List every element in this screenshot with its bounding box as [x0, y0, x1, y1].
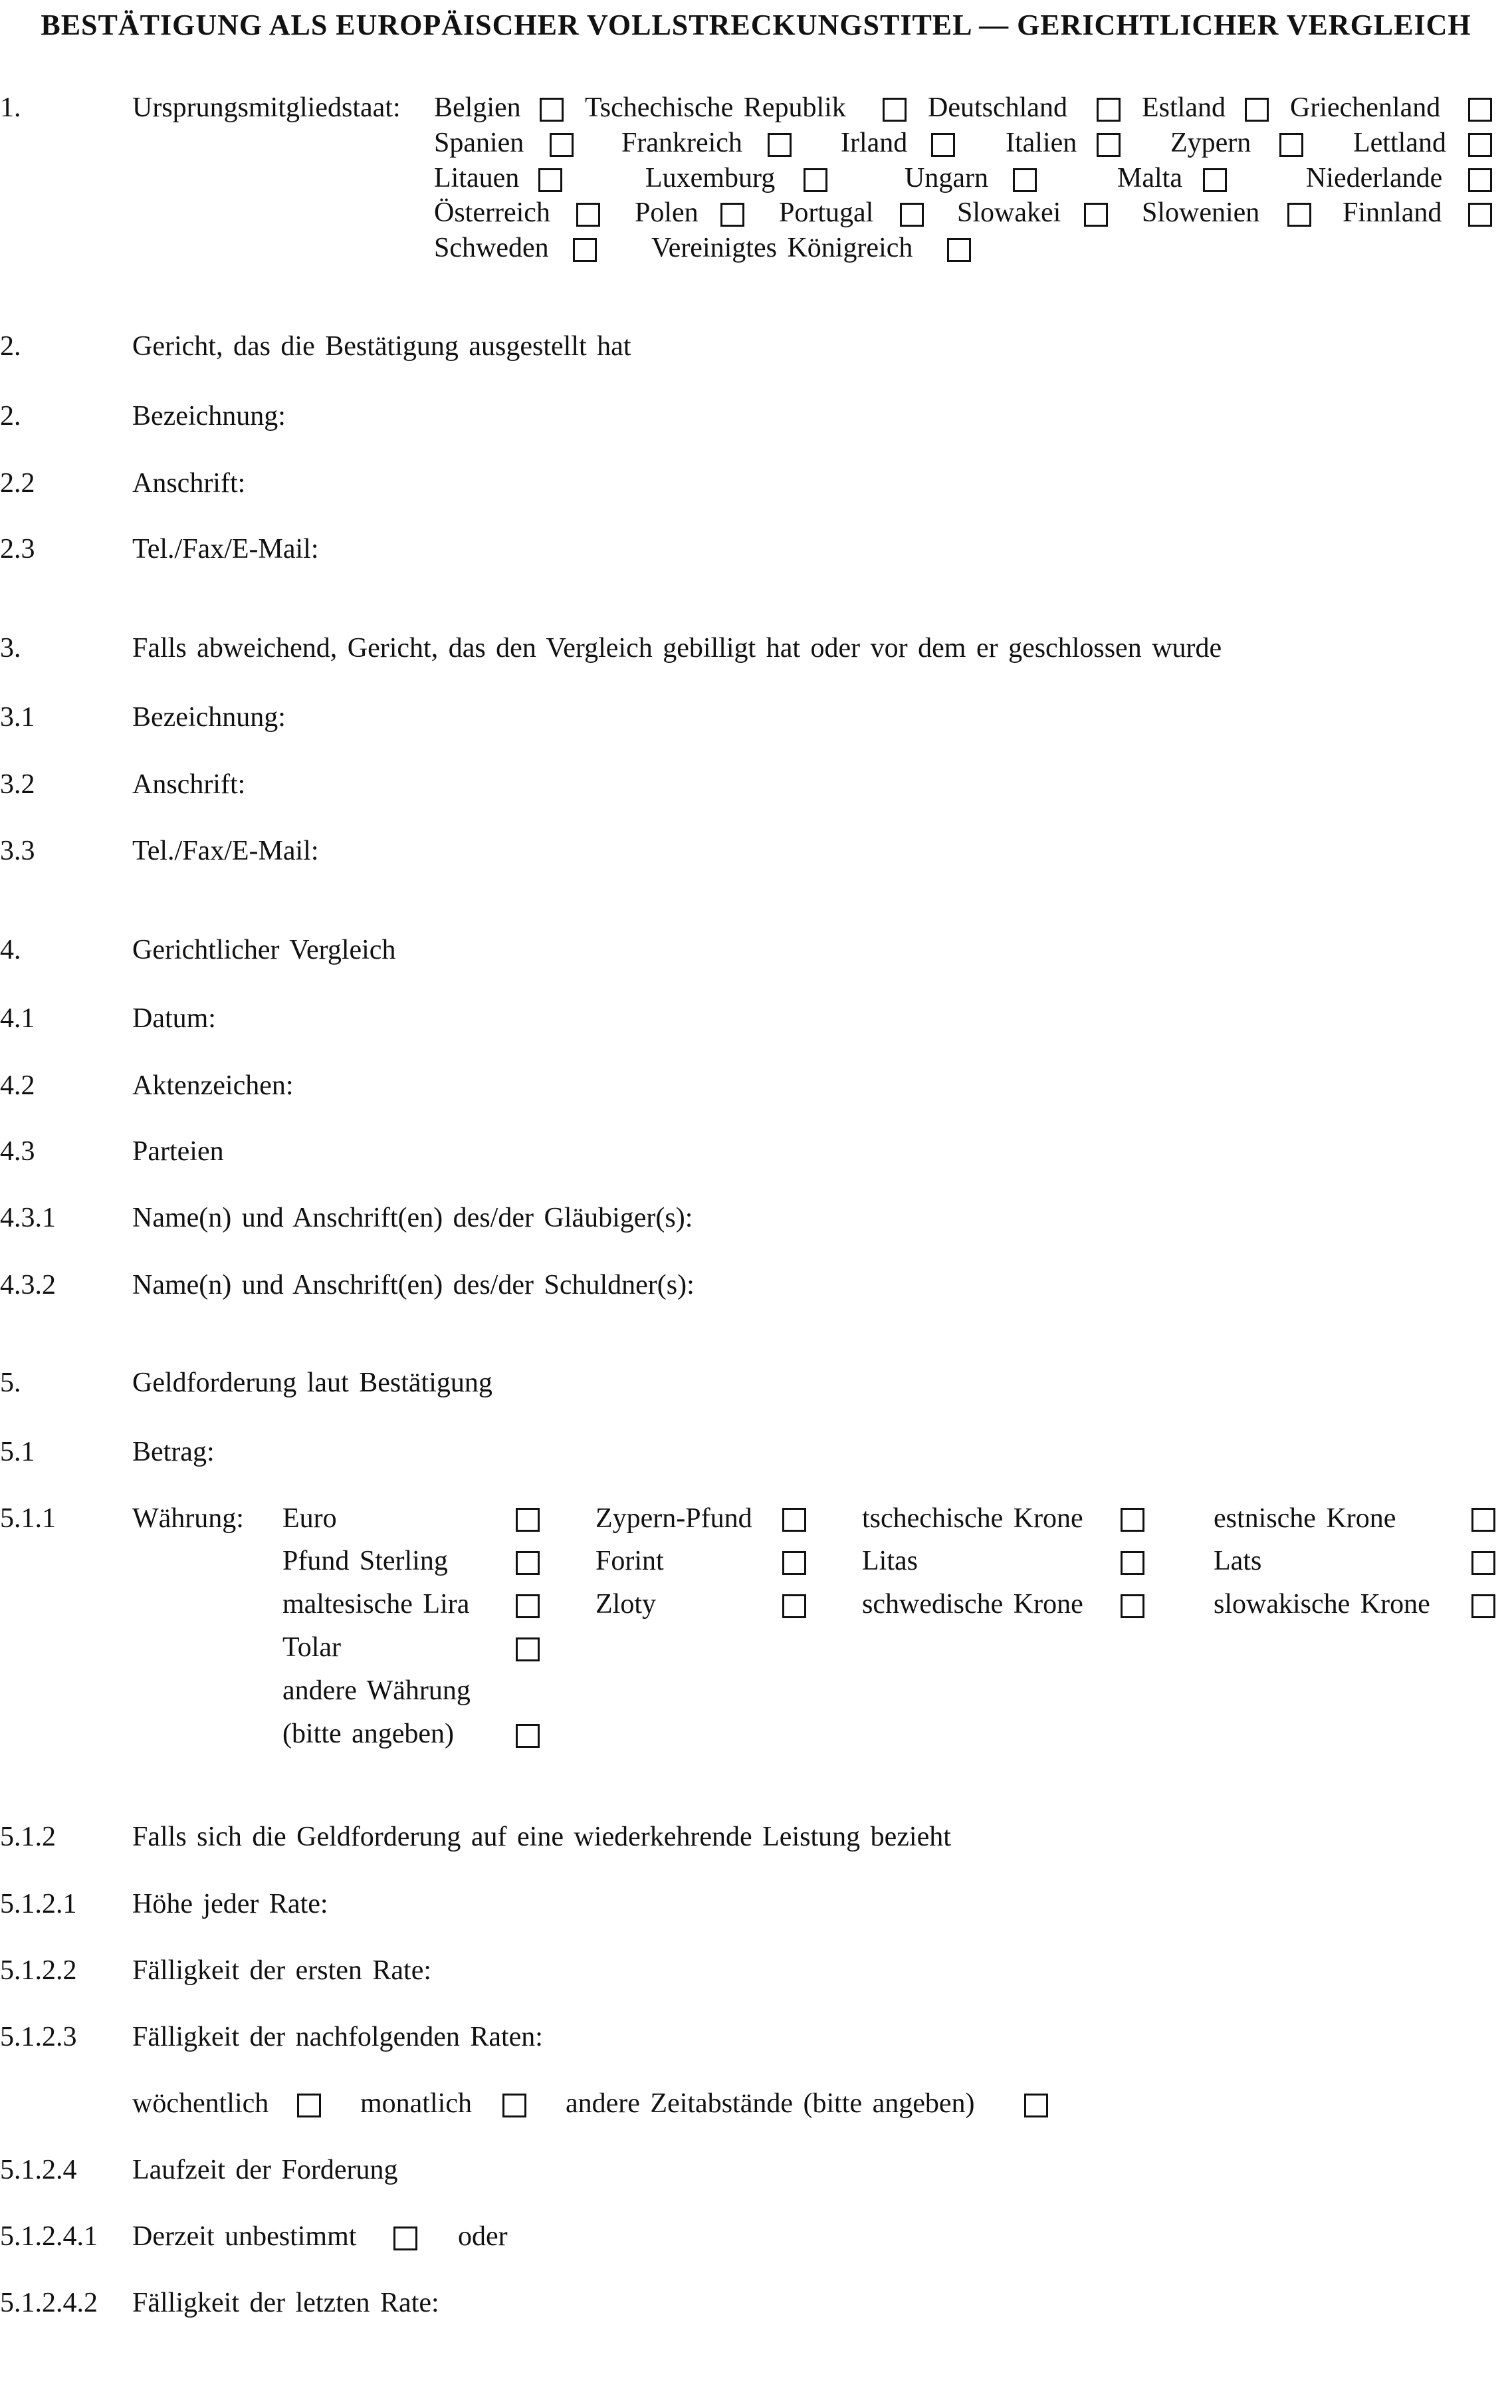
item-number: 5.1.2.4.2: [0, 2288, 98, 2318]
country-label: Zypern: [1170, 128, 1251, 158]
interval-label: wöchentlich: [132, 2088, 269, 2119]
court-contact-label: Tel./Fax/E-Mail:: [132, 534, 319, 564]
item-number: 5.1.2.4.1: [0, 2221, 98, 2252]
currency-option-label: Lats: [1214, 1546, 1262, 1576]
item-number: 2.3: [0, 534, 35, 564]
country-label: Niederlande: [1306, 163, 1443, 193]
item-number: 4.2: [0, 1070, 35, 1101]
country-checkbox[interactable]: [1468, 203, 1492, 227]
country-checkbox[interactable]: [1084, 203, 1108, 227]
item-number: 3.1: [0, 702, 35, 733]
currency-option-label: Tolar: [282, 1632, 342, 1663]
country-label: Tschechische Republik: [585, 92, 846, 123]
subsequent-installments-label: Fälligkeit der nachfolgenden Raten:: [132, 2022, 543, 2052]
country-label: Estland: [1142, 92, 1226, 123]
item-number: 4.3.1: [0, 1203, 56, 1233]
section-4-number: 4.: [0, 935, 21, 965]
country-label: Slowakei: [957, 197, 1061, 228]
item-number: 5.1.2.3: [0, 2022, 77, 2052]
currency-checkbox[interactable]: [516, 1508, 540, 1532]
item-number: 3.3: [0, 836, 35, 866]
country-checkbox[interactable]: [538, 168, 562, 192]
reference-label: Aktenzeichen:: [132, 1070, 294, 1101]
country-label: Österreich: [434, 197, 550, 228]
item-number: 5.1.2.1: [0, 1889, 77, 1919]
country-checkbox[interactable]: [1279, 133, 1303, 157]
item-number: 4.3.2: [0, 1270, 56, 1300]
country-checkbox[interactable]: [576, 203, 600, 227]
currency-option-label: schwedische Krone: [862, 1589, 1083, 1620]
currency-checkbox[interactable]: [1121, 1594, 1144, 1618]
country-checkbox[interactable]: [1468, 133, 1492, 157]
court-contact-label: Tel./Fax/E-Mail:: [132, 836, 319, 866]
country-checkbox[interactable]: [900, 203, 924, 227]
currency-checkbox[interactable]: [516, 1724, 540, 1748]
section-3-heading: Falls abweichend, Gericht, das den Vergleich gebilligt hat oder vor dem er geschlossen wurde: [132, 633, 1222, 663]
currency-checkbox[interactable]: [516, 1637, 540, 1661]
country-checkbox[interactable]: [550, 133, 574, 157]
country-checkbox[interactable]: [540, 98, 564, 122]
item-number: 5.1.1: [0, 1503, 56, 1534]
country-label: Spanien: [434, 128, 524, 158]
document-title: BESTÄTIGUNG ALS EUROPÄISCHER VOLLSTRECKUNGSTITEL — GERICHTLICHER VERGLEICH: [41, 9, 1471, 41]
country-label: Italien: [1006, 128, 1077, 158]
currency-option-label: Zypern-Pfund: [595, 1503, 752, 1534]
country-checkbox[interactable]: [1468, 98, 1492, 122]
currency-checkbox[interactable]: [782, 1594, 806, 1618]
country-label: Malta: [1117, 163, 1182, 193]
currency-checkbox[interactable]: [1471, 1508, 1495, 1532]
country-label: Deutschland: [928, 92, 1067, 123]
court-address-label: Anschrift:: [132, 468, 246, 499]
currency-checkbox[interactable]: [782, 1508, 806, 1532]
country-label: Vereinigtes Königreich: [651, 233, 913, 263]
country-checkbox[interactable]: [1287, 203, 1311, 227]
date-label: Datum:: [132, 1003, 216, 1034]
country-label: Ungarn: [905, 163, 988, 193]
currency-checkbox[interactable]: [1471, 1594, 1495, 1618]
other-currency-label: andere Währung: [282, 1675, 471, 1706]
parties-label: Parteien: [132, 1136, 224, 1167]
country-checkbox[interactable]: [804, 168, 827, 192]
country-checkbox[interactable]: [768, 133, 792, 157]
section-3-number: 3.: [0, 633, 21, 663]
section-1-label: Ursprungsmitgliedstaat:: [132, 92, 401, 123]
country-checkbox[interactable]: [931, 133, 955, 157]
currency-option-label: estnische Krone: [1214, 1503, 1396, 1534]
country-checkbox[interactable]: [1013, 168, 1037, 192]
interval-label: andere Zeitabstände (bitte angeben): [566, 2088, 975, 2119]
country-label: Slowenien: [1142, 197, 1260, 228]
country-label: Lettland: [1353, 128, 1446, 158]
currency-option-label: tschechische Krone: [862, 1503, 1083, 1534]
country-checkbox[interactable]: [573, 238, 597, 262]
item-number: 5.1: [0, 1437, 35, 1467]
currency-checkbox[interactable]: [516, 1551, 540, 1575]
country-label: Portugal: [779, 197, 874, 228]
country-checkbox[interactable]: [1245, 98, 1269, 122]
court-address-label: Anschrift:: [132, 769, 246, 800]
currency-option-label: Euro: [282, 1503, 337, 1534]
currency-option-label: Litas: [862, 1546, 918, 1576]
first-installment-label: Fälligkeit der ersten Rate:: [132, 1955, 432, 1986]
currency-option-label: maltesische Lira: [282, 1589, 470, 1620]
country-checkbox[interactable]: [1203, 168, 1227, 192]
currency-checkbox[interactable]: [1121, 1551, 1144, 1575]
country-label: Finnland: [1343, 197, 1442, 228]
court-name-label: Bezeichnung:: [132, 401, 286, 431]
country-label: Luxemburg: [645, 163, 776, 193]
interval-checkbox[interactable]: [1024, 2094, 1048, 2117]
installment-amount-label: Höhe jeder Rate:: [132, 1889, 328, 1919]
item-number: 4.1: [0, 1003, 35, 1034]
item-number: 3.2: [0, 769, 35, 800]
currency-option-label: slowakische Krone: [1214, 1589, 1430, 1620]
court-name-label: Bezeichnung:: [132, 702, 286, 733]
country-label: Litauen: [434, 163, 520, 193]
section-5-number: 5.: [0, 1368, 21, 1398]
or-label: oder: [458, 2221, 508, 2252]
currency-checkbox[interactable]: [782, 1551, 806, 1575]
undetermined-label: Derzeit unbestimmt: [132, 2221, 357, 2252]
interval-checkbox[interactable]: [502, 2094, 526, 2117]
item-number: 2.: [0, 401, 21, 431]
creditor-label: Name(n) und Anschrift(en) des/der Gläubiger(s):: [132, 1203, 693, 1233]
currency-checkbox[interactable]: [1121, 1508, 1144, 1532]
currency-option-label: Pfund Sterling: [282, 1546, 448, 1576]
country-checkbox[interactable]: [1468, 168, 1492, 192]
currency-checkbox[interactable]: [516, 1594, 540, 1618]
currency-label: Währung:: [132, 1503, 244, 1534]
country-label: Irland: [841, 128, 908, 158]
country-label: Belgien: [434, 92, 521, 123]
country-checkbox[interactable]: [1097, 98, 1121, 122]
currency-checkbox[interactable]: [1471, 1551, 1495, 1575]
country-label: Griechenland: [1290, 92, 1441, 123]
last-installment-label: Fälligkeit der letzten Rate:: [132, 2288, 439, 2318]
amount-label: Betrag:: [132, 1437, 215, 1467]
item-number: 2.2: [0, 468, 35, 499]
section-4-heading: Gerichtlicher Vergleich: [132, 935, 396, 965]
debtor-label: Name(n) und Anschrift(en) des/der Schuldner(s):: [132, 1270, 695, 1300]
currency-option-label: Zloty: [595, 1589, 656, 1620]
item-number: 5.1.2.2: [0, 1955, 77, 1986]
country-checkbox[interactable]: [1097, 133, 1121, 157]
interval-label: monatlich: [360, 2088, 472, 2119]
duration-label: Laufzeit der Forderung: [132, 2155, 398, 2185]
country-label: Frankreich: [621, 128, 742, 158]
country-checkbox[interactable]: [883, 98, 907, 122]
country-checkbox[interactable]: [720, 203, 744, 227]
item-number: 4.3: [0, 1136, 35, 1167]
section-2-number: 2.: [0, 331, 21, 362]
interval-checkbox[interactable]: [297, 2094, 321, 2117]
country-label: Polen: [635, 197, 699, 228]
section-2-heading: Gericht, das die Bestätigung ausgestellt hat: [132, 331, 631, 362]
section-5-heading: Geldforderung laut Bestätigung: [132, 1368, 492, 1398]
country-label: Schweden: [434, 233, 549, 263]
recurring-payment-heading: Falls sich die Geldforderung auf eine wiederkehrende Leistung bezieht: [132, 1822, 951, 1852]
item-number: 5.1.2.4: [0, 2155, 77, 2185]
country-checkbox[interactable]: [947, 238, 971, 262]
section-1-number: 1.: [0, 92, 21, 123]
currency-option-label: Forint: [595, 1546, 664, 1576]
undetermined-checkbox[interactable]: [393, 2227, 417, 2250]
item-number: 5.1.2: [0, 1822, 56, 1852]
other-currency-hint: (bitte angeben): [282, 1719, 455, 1749]
